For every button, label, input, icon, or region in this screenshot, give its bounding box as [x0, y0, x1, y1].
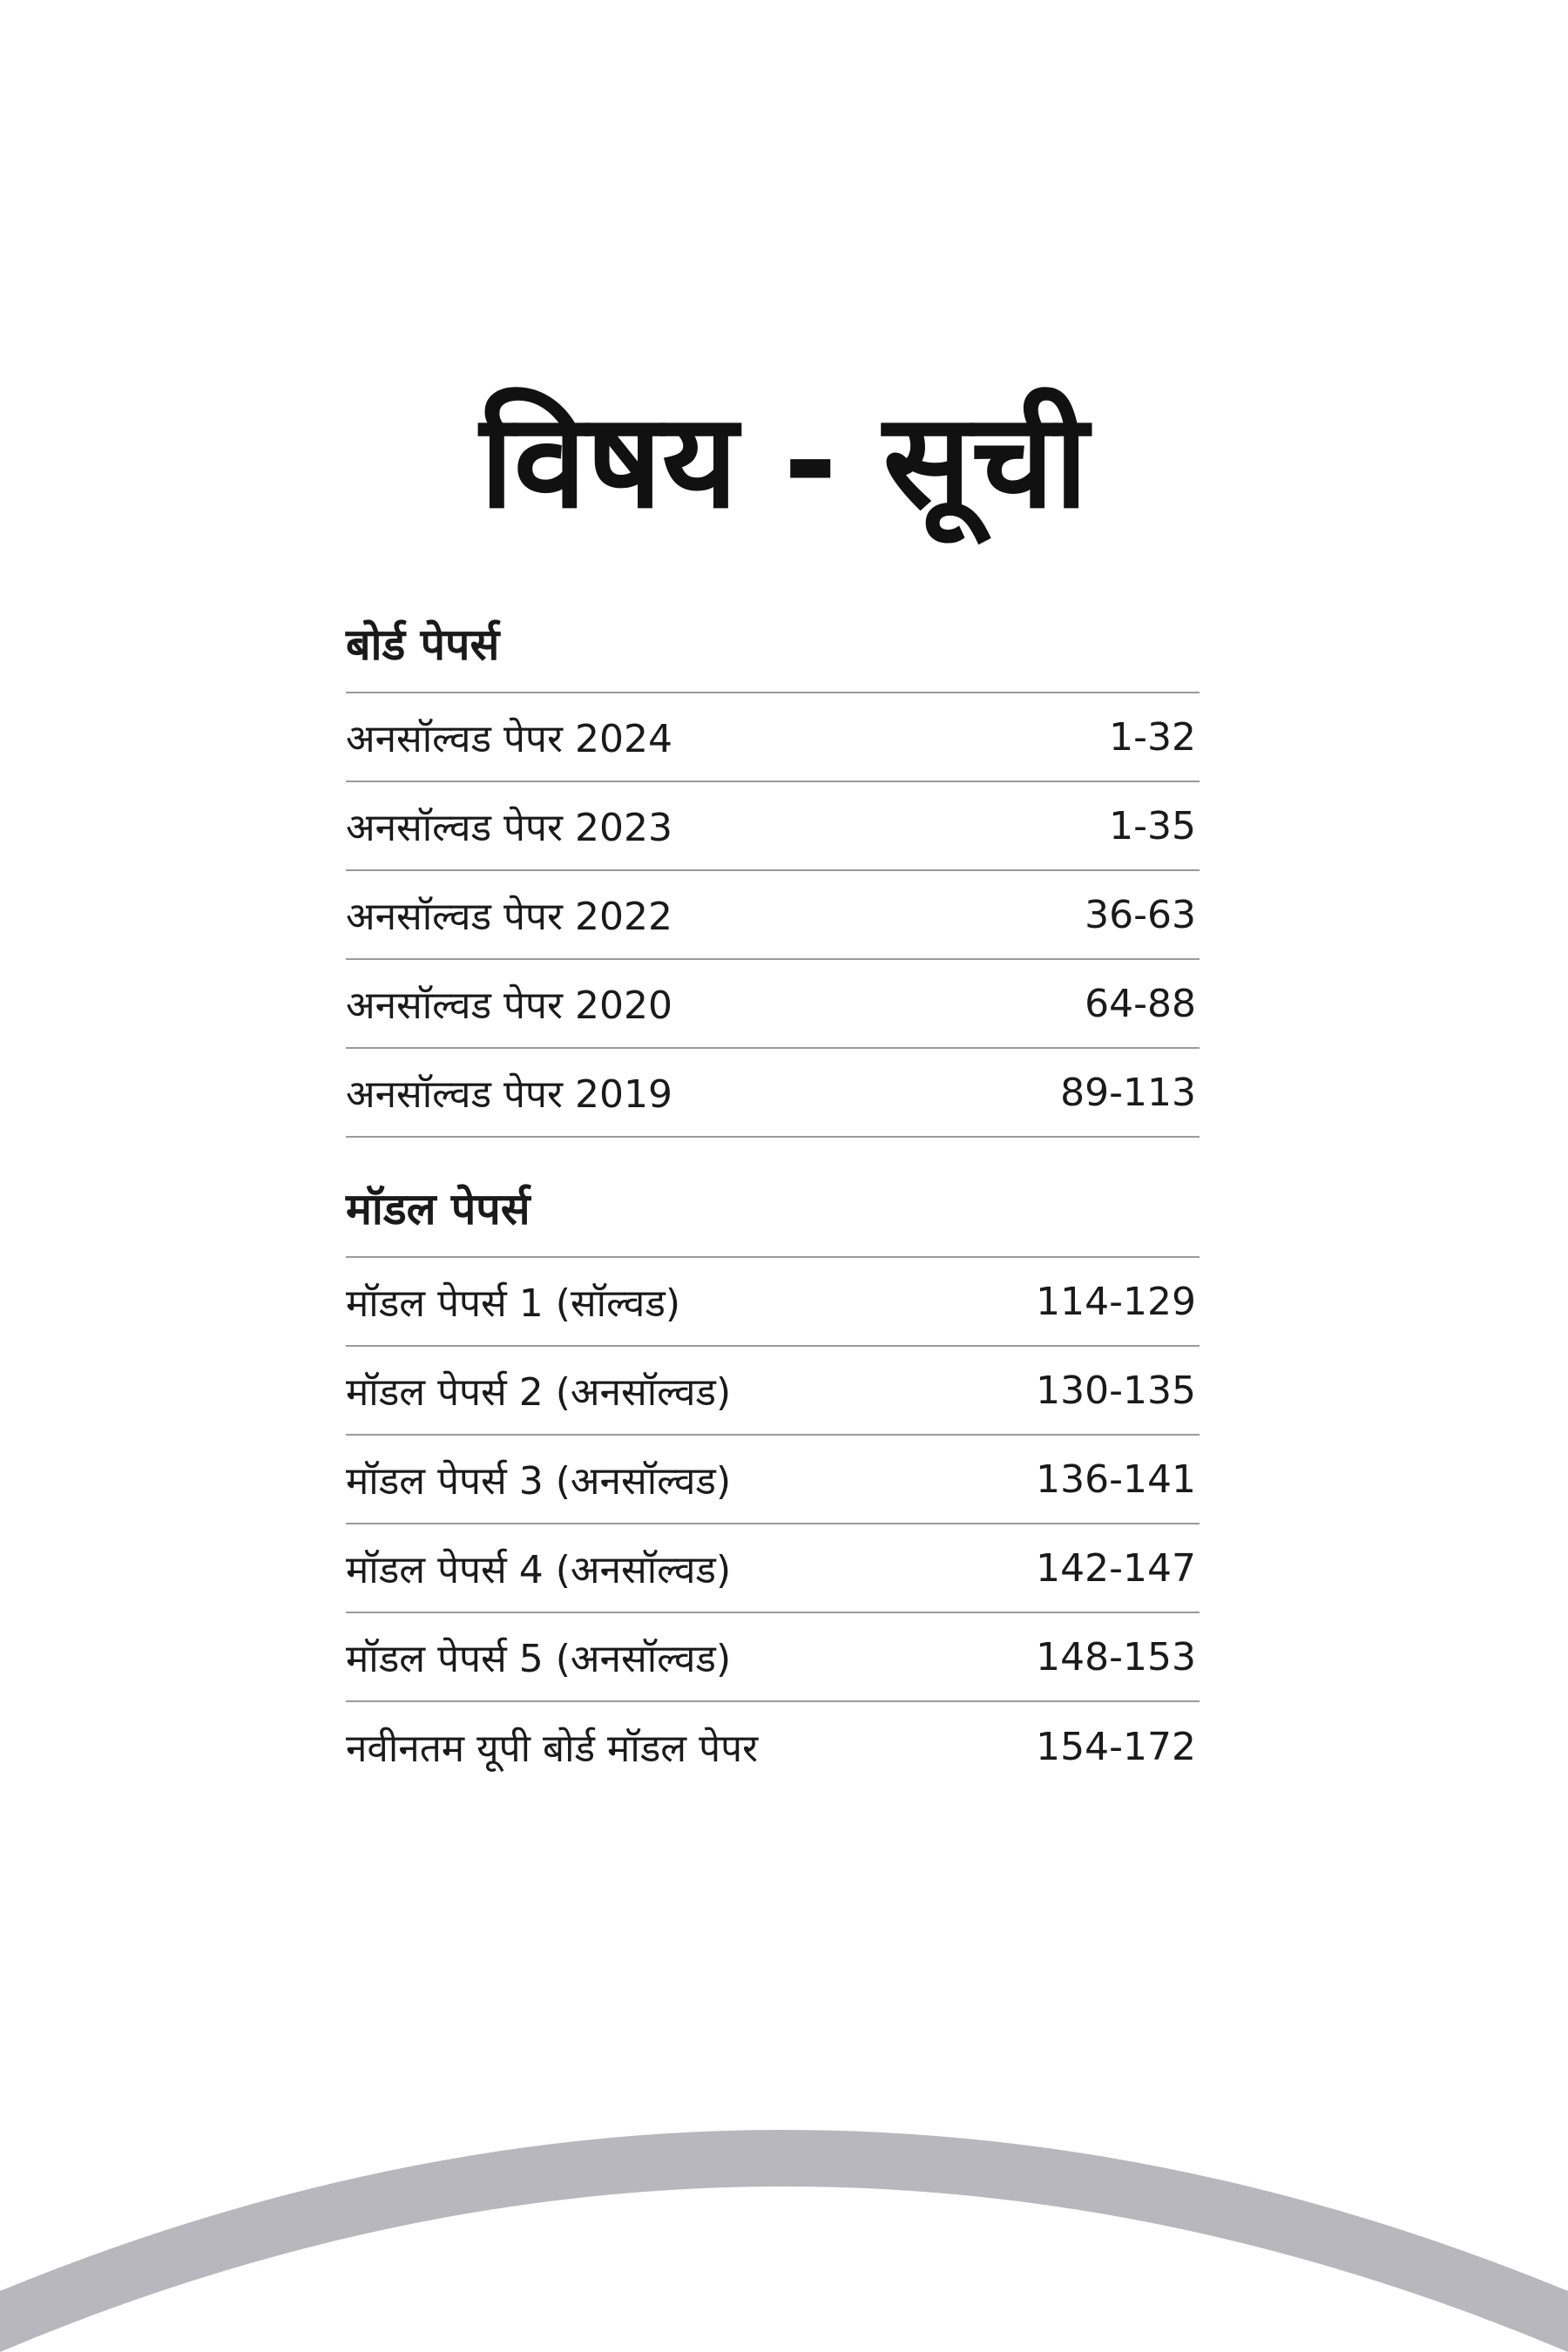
- section-board-papers: [346, 610, 1200, 1138]
- toc-row[interactable]: [346, 871, 1200, 960]
- toc-list: [346, 1256, 1200, 1791]
- toc-row-pages: 130-135: [1036, 1368, 1196, 1413]
- toc-list: [346, 692, 1200, 1138]
- toc-row[interactable]: [346, 1347, 1200, 1436]
- toc-row[interactable]: [346, 1436, 1200, 1524]
- toc-row-pages: 154-172: [1036, 1724, 1196, 1769]
- toc-row[interactable]: [346, 1049, 1200, 1138]
- section-heading: बोर्ड पेपर्स: [346, 619, 500, 670]
- toc-row-title: अनसॉल्वड पेपर 2022: [346, 895, 672, 939]
- table-of-contents: [346, 610, 1200, 1791]
- toc-row-pages: 1-35: [1109, 803, 1196, 848]
- toc-row-title: अनसॉल्वड पेपर 2019: [346, 1072, 672, 1117]
- toc-row-pages: 136-141: [1036, 1456, 1196, 1502]
- toc-row[interactable]: [346, 693, 1200, 782]
- decorative-arc: [0, 2073, 1568, 2352]
- toc-row-title: अनसॉल्वड पेपर 2024: [346, 717, 672, 761]
- toc-row-pages: 1-32: [1109, 714, 1196, 760]
- toc-row[interactable]: [346, 1524, 1200, 1613]
- page-title: विषय - सूची: [479, 386, 1089, 537]
- toc-row-title: अनसॉल्वड पेपर 2020: [346, 983, 672, 1028]
- toc-row[interactable]: [346, 1613, 1200, 1702]
- toc-row[interactable]: [346, 782, 1200, 871]
- toc-row[interactable]: [346, 960, 1200, 1049]
- toc-row-pages: 148-153: [1036, 1634, 1196, 1680]
- toc-row-pages: 142-147: [1036, 1545, 1196, 1591]
- toc-row-pages: 114-129: [1036, 1279, 1196, 1324]
- toc-row-title: मॉडल पेपर्स 1 (सॉल्वड): [346, 1281, 681, 1326]
- toc-row[interactable]: [346, 1702, 1200, 1791]
- toc-row-pages: 89-113: [1060, 1070, 1196, 1115]
- toc-row-pages: 64-88: [1085, 981, 1196, 1026]
- toc-row[interactable]: [346, 1258, 1200, 1347]
- toc-row-title: मॉडल पेपर्स 5 (अनसॉल्वड): [346, 1637, 732, 1681]
- toc-row-title: नवीनतम यूपी बोर्ड मॉडल पेपर: [346, 1727, 759, 1771]
- arc-band: [0, 2130, 1568, 2352]
- section-model-papers: [346, 1174, 1200, 1791]
- section-heading: मॉडल पेपर्स: [346, 1184, 531, 1234]
- toc-row-title: मॉडल पेपर्स 2 (अनसॉल्वड): [346, 1370, 732, 1415]
- toc-row-title: मॉडल पेपर्स 4 (अनसॉल्वड): [346, 1548, 732, 1592]
- toc-row-pages: 36-63: [1085, 892, 1196, 937]
- toc-row-title: मॉडल पेपर्स 3 (अनसॉल्वड): [346, 1459, 732, 1504]
- toc-row-title: अनसॉल्वड पेपर 2023: [346, 806, 672, 850]
